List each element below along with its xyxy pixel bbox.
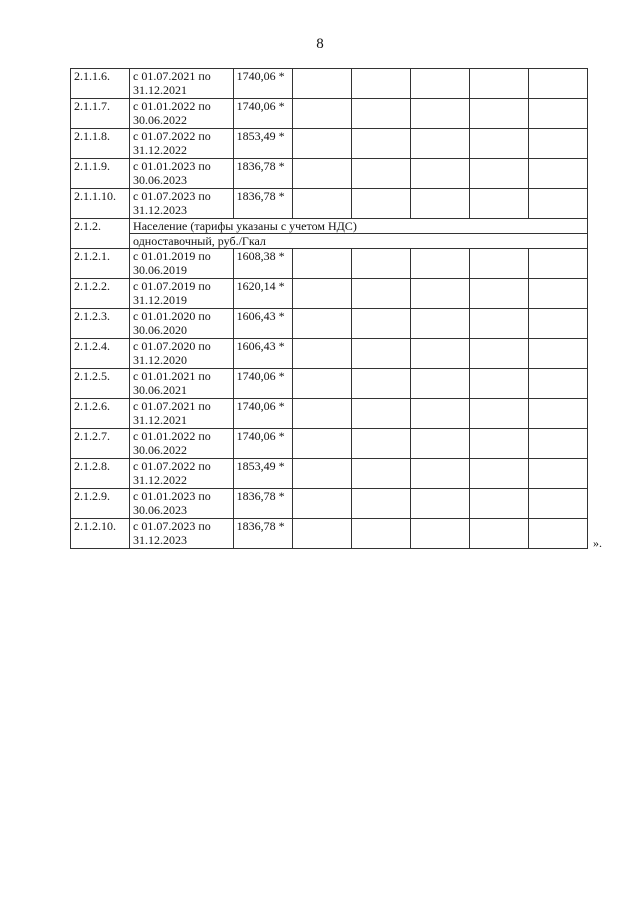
empty-cell [410, 309, 469, 339]
empty-cell [469, 369, 528, 399]
empty-cell [410, 339, 469, 369]
empty-cell [292, 129, 351, 159]
empty-cell [351, 369, 410, 399]
empty-cell [292, 99, 351, 129]
period-end: 31.12.2020 [133, 353, 188, 367]
empty-cell [351, 189, 410, 219]
period-end: 30.06.2023 [133, 173, 188, 187]
empty-cell [292, 519, 351, 549]
period-start: с 01.01.2020 по [133, 309, 211, 323]
period-end: 31.12.2022 [133, 473, 188, 487]
empty-cell [410, 519, 469, 549]
row-price: 1836,78 * [233, 159, 292, 189]
period-start: с 01.01.2022 по [133, 99, 211, 113]
row-price: 1836,78 * [233, 519, 292, 549]
section-title: Население (тарифы указаны с учетом НДС) [130, 219, 588, 234]
empty-cell [469, 459, 528, 489]
section-header [71, 219, 588, 249]
empty-cell [351, 99, 410, 129]
period-end: 30.06.2022 [133, 443, 188, 457]
empty-cell [528, 279, 587, 309]
empty-cell [351, 129, 410, 159]
row-number: 2.1.2.4. [71, 339, 130, 369]
row-number: 2.1.1.6. [71, 69, 130, 99]
row-number: 2.1.1.7. [71, 99, 130, 129]
empty-cell [469, 69, 528, 99]
empty-cell [292, 369, 351, 399]
row-period [130, 189, 234, 219]
row-period [130, 489, 234, 519]
row-number: 2.1.2.10. [71, 519, 130, 549]
row-number: 2.1.2.3. [71, 309, 130, 339]
empty-cell [528, 69, 587, 99]
row-number: 2.1.2.6. [71, 399, 130, 429]
section-subrow [71, 234, 588, 249]
empty-cell [469, 339, 528, 369]
empty-cell [292, 489, 351, 519]
period-start: с 01.07.2023 по [133, 519, 211, 533]
empty-cell [292, 249, 351, 279]
section-subtitle: одноставочный, руб./Гкал [130, 234, 588, 249]
empty-cell [528, 309, 587, 339]
period-end: 30.06.2019 [133, 263, 188, 277]
empty-cell [410, 159, 469, 189]
period-start: с 01.07.2019 по [133, 279, 211, 293]
period-end: 31.12.2021 [133, 413, 188, 427]
empty-cell [351, 519, 410, 549]
row-number: 2.1.1.10. [71, 189, 130, 219]
row-period [130, 369, 234, 399]
row-price: 1836,78 * [233, 489, 292, 519]
empty-cell [410, 399, 469, 429]
row-number: 2.1.2.9. [71, 489, 130, 519]
empty-cell [410, 489, 469, 519]
empty-cell [292, 189, 351, 219]
empty-cell [410, 189, 469, 219]
row-price: 1740,06 * [233, 69, 292, 99]
period-start: с 01.01.2023 по [133, 489, 211, 503]
row-period [130, 309, 234, 339]
row-price: 1608,38 * [233, 249, 292, 279]
empty-cell [528, 99, 587, 129]
empty-cell [410, 99, 469, 129]
empty-cell [292, 399, 351, 429]
period-start: с 01.07.2021 по [133, 399, 211, 413]
period-end: 31.12.2022 [133, 143, 188, 157]
period-start: с 01.07.2020 по [133, 339, 211, 353]
row-price: 1606,43 * [233, 309, 292, 339]
period-start: с 01.01.2021 по [133, 369, 211, 383]
section-row [71, 219, 588, 234]
period-end: 31.12.2023 [133, 203, 188, 217]
empty-cell [351, 399, 410, 429]
empty-cell [469, 159, 528, 189]
row-price: 1740,06 * [233, 399, 292, 429]
empty-cell [528, 369, 587, 399]
row-price: 1853,49 * [233, 459, 292, 489]
empty-cell [469, 399, 528, 429]
row-number: 2.1.1.8. [71, 129, 130, 159]
row-period [130, 249, 234, 279]
table-row [71, 159, 588, 189]
row-period [130, 159, 234, 189]
row-period [130, 459, 234, 489]
empty-cell [351, 249, 410, 279]
table-row [71, 249, 588, 279]
table-row [71, 459, 588, 489]
tariff-table [70, 68, 588, 549]
row-period [130, 69, 234, 99]
period-end: 31.12.2023 [133, 533, 188, 547]
empty-cell [469, 429, 528, 459]
empty-cell [410, 129, 469, 159]
empty-cell [469, 309, 528, 339]
empty-cell [469, 249, 528, 279]
period-end: 30.06.2021 [133, 383, 188, 397]
empty-cell [351, 309, 410, 339]
empty-cell [351, 429, 410, 459]
empty-cell [528, 129, 587, 159]
table-row [71, 519, 588, 549]
table-row [71, 99, 588, 129]
empty-cell [292, 339, 351, 369]
empty-cell [410, 429, 469, 459]
period-start: с 01.01.2019 по [133, 249, 211, 263]
section-number: 2.1.2. [71, 219, 130, 249]
row-period [130, 399, 234, 429]
period-start: с 01.07.2022 по [133, 129, 211, 143]
empty-cell [528, 159, 587, 189]
table-row [71, 369, 588, 399]
period-start: с 01.01.2022 по [133, 429, 211, 443]
empty-cell [351, 339, 410, 369]
table-row [71, 309, 588, 339]
empty-cell [351, 69, 410, 99]
period-start: с 01.07.2021 по [133, 69, 211, 83]
empty-cell [410, 249, 469, 279]
empty-cell [528, 249, 587, 279]
empty-cell [351, 489, 410, 519]
row-number: 2.1.2.7. [71, 429, 130, 459]
period-end: 30.06.2022 [133, 113, 188, 127]
period-start: с 01.07.2022 по [133, 459, 211, 473]
row-number: 2.1.2.8. [71, 459, 130, 489]
empty-cell [351, 159, 410, 189]
empty-cell [410, 459, 469, 489]
empty-cell [292, 279, 351, 309]
table-row [71, 339, 588, 369]
empty-cell [410, 279, 469, 309]
empty-cell [469, 279, 528, 309]
empty-cell [351, 459, 410, 489]
period-end: 31.12.2021 [133, 83, 188, 97]
period-end: 31.12.2019 [133, 293, 188, 307]
row-period [130, 519, 234, 549]
period-end: 30.06.2023 [133, 503, 188, 517]
empty-cell [292, 159, 351, 189]
table-row [71, 399, 588, 429]
row-period [130, 339, 234, 369]
row-price: 1620,14 * [233, 279, 292, 309]
empty-cell [292, 429, 351, 459]
empty-cell [528, 459, 587, 489]
row-period [130, 279, 234, 309]
row-number: 2.1.2.2. [71, 279, 130, 309]
rows-after [71, 249, 588, 549]
row-price: 1853,49 * [233, 129, 292, 159]
row-price: 1836,78 * [233, 189, 292, 219]
empty-cell [292, 459, 351, 489]
empty-cell [469, 129, 528, 159]
row-number: 2.1.2.5. [71, 369, 130, 399]
table-row [71, 129, 588, 159]
row-price: 1606,43 * [233, 339, 292, 369]
empty-cell [528, 189, 587, 219]
empty-cell [351, 279, 410, 309]
table-row [71, 489, 588, 519]
row-price: 1740,06 * [233, 99, 292, 129]
period-start: с 01.01.2023 по [133, 159, 211, 173]
table-row [71, 189, 588, 219]
closing-quote: ». [593, 536, 602, 550]
row-number: 2.1.1.9. [71, 159, 130, 189]
period-end: 30.06.2020 [133, 323, 188, 337]
table-row [71, 279, 588, 309]
row-price: 1740,06 * [233, 429, 292, 459]
empty-cell [410, 369, 469, 399]
empty-cell [528, 519, 587, 549]
empty-cell [528, 399, 587, 429]
period-start: с 01.07.2023 по [133, 189, 211, 203]
empty-cell [469, 99, 528, 129]
row-period [130, 129, 234, 159]
empty-cell [410, 69, 469, 99]
empty-cell [528, 429, 587, 459]
row-price: 1740,06 * [233, 369, 292, 399]
row-period [130, 99, 234, 129]
page-number: 8 [316, 36, 324, 52]
empty-cell [292, 69, 351, 99]
empty-cell [469, 189, 528, 219]
empty-cell [469, 489, 528, 519]
table-row [71, 69, 588, 99]
row-number: 2.1.2.1. [71, 249, 130, 279]
table-row [71, 429, 588, 459]
empty-cell [292, 309, 351, 339]
empty-cell [469, 519, 528, 549]
rows-before [71, 69, 588, 219]
empty-cell [528, 339, 587, 369]
row-period [130, 429, 234, 459]
empty-cell [528, 489, 587, 519]
